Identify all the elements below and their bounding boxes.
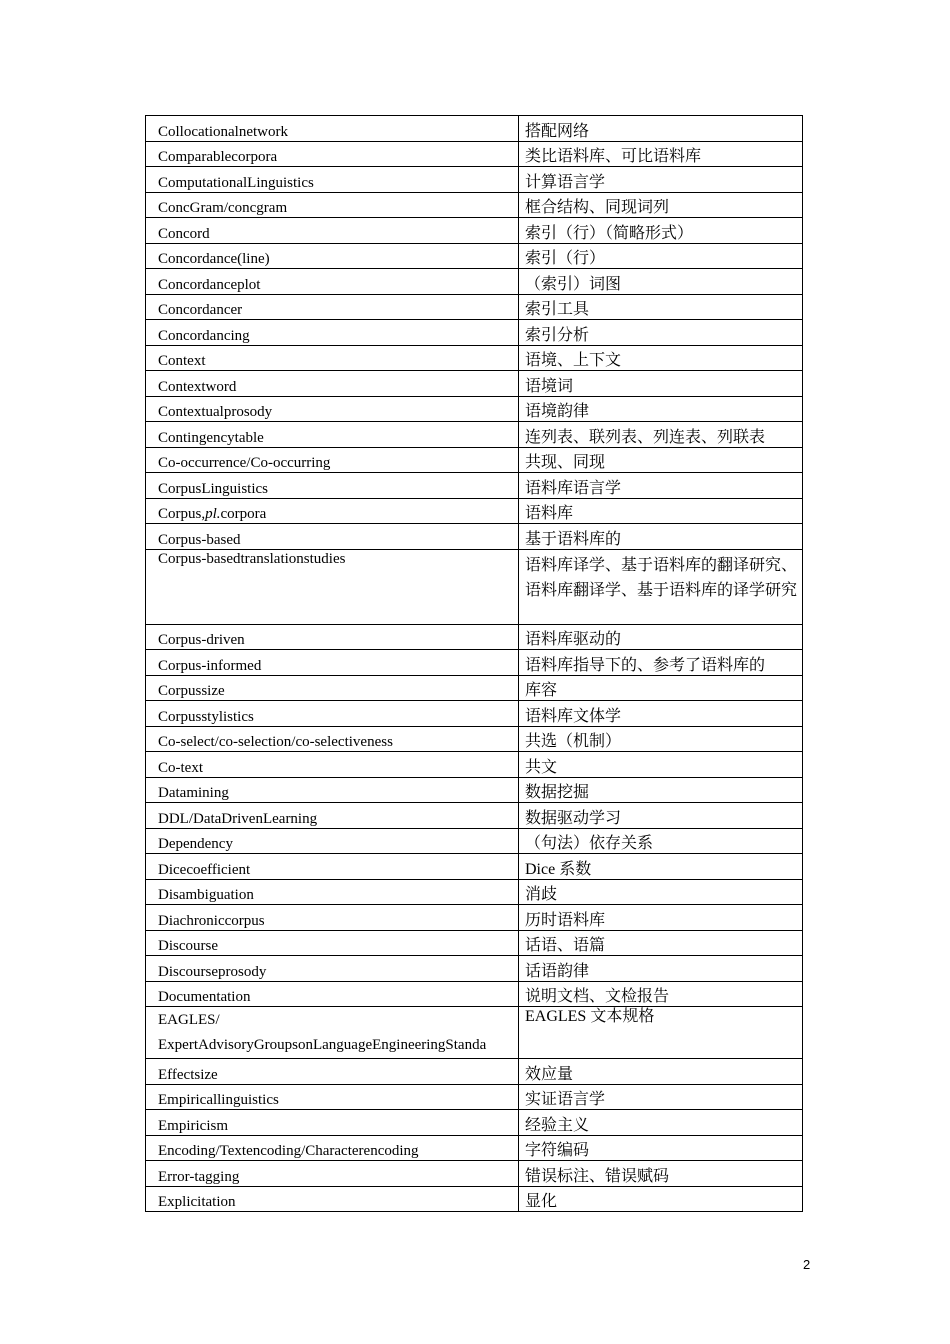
term-zh: 效应量 [519,1059,803,1085]
table-row [146,726,803,752]
term-en: Discourseprosody [146,956,519,982]
table-row [146,243,803,269]
table-row [146,473,803,499]
table-row [146,981,803,1007]
term-zh: （句法）依存关系 [519,828,803,854]
term-en: Comparablecorpora [146,141,519,167]
term-en: Empiricallinguistics [146,1084,519,1110]
term-en: Dependency [146,828,519,854]
table-row [146,1186,803,1212]
table-row [146,141,803,167]
term-en: Diachroniccorpus [146,905,519,931]
term-zh: （索引）词图 [519,269,803,295]
term-zh: 语境、上下文 [519,345,803,371]
table-row [146,447,803,473]
term-en: Co-select/co-selection/co-selectiveness [146,726,519,752]
term-en: Concordance(line) [146,243,519,269]
table-row [146,218,803,244]
term-zh: 类比语料库、可比语料库 [519,141,803,167]
table-row [146,320,803,346]
term-en: Corpussize [146,675,519,701]
term-en: Collocationalnetwork [146,116,519,142]
table-row [146,956,803,982]
table-row [146,549,803,624]
term-zh: 搭配网络 [519,116,803,142]
term-en: Co-text [146,752,519,778]
term-zh: 语料库文体学 [519,701,803,727]
table-row [146,524,803,550]
term-en: Discourse [146,930,519,956]
table-row [146,930,803,956]
term-zh: 字符编码 [519,1135,803,1161]
term-zh: 索引工具 [519,294,803,320]
term-en: Dicecoefficient [146,854,519,880]
term-zh: 语境韵律 [519,396,803,422]
term-en: ComputationalLinguistics [146,167,519,193]
table-row [146,777,803,803]
term-en [146,498,519,524]
term-zh: 共文 [519,752,803,778]
table-row [146,1007,803,1059]
term-en-suffix: corpora [220,506,267,522]
table-row [146,396,803,422]
term-en: Disambiguation [146,879,519,905]
table-row [146,701,803,727]
term-zh: 数据挖掘 [519,777,803,803]
table-row [146,905,803,931]
table-row [146,752,803,778]
term-en [146,1007,519,1059]
table-row [146,1084,803,1110]
table-row [146,498,803,524]
table-row [146,1161,803,1187]
term-en: Context [146,345,519,371]
term-en: Concordanceplot [146,269,519,295]
term-zh: 索引分析 [519,320,803,346]
term-en: DDL/DataDrivenLearning [146,803,519,829]
term-zh: 历时语料库 [519,905,803,931]
term-zh: 显化 [519,1186,803,1212]
term-en: ConcGram/concgram [146,192,519,218]
table-row [146,294,803,320]
term-zh: 索引（行）（简略形式） [519,218,803,244]
term-en: Error-tagging [146,1161,519,1187]
term-en-line2: ExpertAdvisoryGroupsonLanguageEngineeringStanda [158,1037,487,1053]
term-en: Corpus-driven [146,624,519,650]
term-en: Contingencytable [146,422,519,448]
term-zh: 框合结构、同现词列 [519,192,803,218]
table-row [146,650,803,676]
term-en: Corpus-informed [146,650,519,676]
table-row [146,371,803,397]
term-en: Datamining [146,777,519,803]
term-zh: 数据驱动学习 [519,803,803,829]
term-en: Encoding/Textencoding/Characterencoding [146,1135,519,1161]
table-row [146,1110,803,1136]
term-zh: 错误标注、错误赋码 [519,1161,803,1187]
term-zh: 消歧 [519,879,803,905]
term-zh: 话语、语篇 [519,930,803,956]
table-row [146,269,803,295]
term-en: Co-occurrence/Co-occurring [146,447,519,473]
term-zh: 话语韵律 [519,956,803,982]
table-row [146,167,803,193]
table-row [146,803,803,829]
table-row [146,675,803,701]
term-zh: 语料库译学、基于语料库的翻译研究、语料库翻译学、基于语料库的译学研究 [519,549,803,624]
table-row [146,116,803,142]
term-zh: Dice 系数 [519,854,803,880]
term-zh: EAGLES 文本规格 [519,1007,803,1059]
term-en: Empiricism [146,1110,519,1136]
term-zh: 语料库语言学 [519,473,803,499]
term-zh: 索引（行） [519,243,803,269]
term-en-prefix: Corpus, [158,506,206,522]
page-number: 2 [803,1257,811,1272]
term-en: Contextualprosody [146,396,519,422]
term-en: Documentation [146,981,519,1007]
table-row [146,1135,803,1161]
table-row [146,1059,803,1085]
term-zh: 共现、同现 [519,447,803,473]
term-en: Concord [146,218,519,244]
term-zh: 计算语言学 [519,167,803,193]
term-en: Concordancer [146,294,519,320]
glossary-table [145,115,803,1212]
term-zh: 语料库驱动的 [519,624,803,650]
term-en: Contextword [146,371,519,397]
term-zh: 语料库 [519,498,803,524]
table-row [146,828,803,854]
term-zh: 说明文档、文检报告 [519,981,803,1007]
term-zh: 实证语言学 [519,1084,803,1110]
term-zh: 经验主义 [519,1110,803,1136]
term-en: Corpusstylistics [146,701,519,727]
term-en-line1: EAGLES/ [158,1012,220,1028]
table-row [146,624,803,650]
term-en-italic: pl. [205,506,221,522]
term-en: Corpus-basedtranslationstudies [146,549,519,624]
table-row [146,879,803,905]
term-en: CorpusLinguistics [146,473,519,499]
term-zh: 共选（机制） [519,726,803,752]
table-row [146,192,803,218]
term-zh: 基于语料库的 [519,524,803,550]
table-row [146,345,803,371]
term-en: Concordancing [146,320,519,346]
term-zh: 语料库指导下的、参考了语料库的 [519,650,803,676]
term-zh: 语境词 [519,371,803,397]
term-zh: 库容 [519,675,803,701]
term-en: Corpus-based [146,524,519,550]
table-row [146,422,803,448]
table-row [146,854,803,880]
term-en: Effectsize [146,1059,519,1085]
term-en: Explicitation [146,1186,519,1212]
term-zh: 连列表、联列表、列连表、列联表 [519,422,803,448]
